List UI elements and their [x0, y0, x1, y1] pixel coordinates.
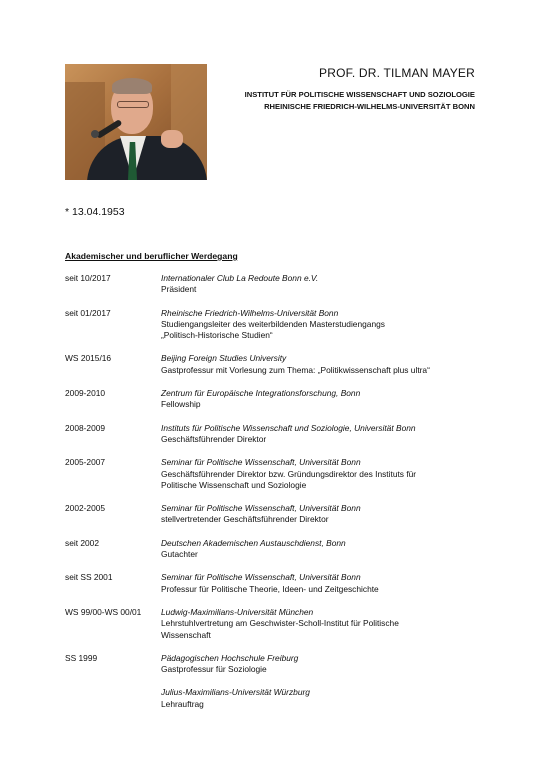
entry-line: Geschäftsführender Direktor bzw. Gründungsdirektor des Instituts für	[161, 468, 417, 479]
entry-date: WS 2015/16	[65, 353, 112, 364]
entry-line: Wissenschaft	[161, 629, 211, 640]
institute-line-1: INSTITUT FÜR POLITISCHE WISSENSCHAFT UND SOZIOLOGIE	[244, 90, 475, 99]
entry-line: Präsident	[161, 284, 197, 295]
entry-institution: Ludwig-Maximilians-Universität München	[161, 606, 314, 617]
entry-line: Professur für Politische Theorie, Ideen- und Zeitgeschichte	[161, 583, 379, 594]
institute-block	[200, 89, 475, 113]
entry-line: Gastprofessur für Soziologie	[161, 664, 267, 675]
entry-line: Geschäftsführender Direktor	[161, 433, 267, 444]
career-entry	[65, 353, 485, 376]
entry-date: 2005-2007	[65, 457, 106, 468]
entry-institution: Instituts für Politische Wissenschaft und Soziologie, Universität Bonn	[161, 422, 416, 433]
entry-institution: Zentrum für Europäische Integrationsforschung, Bonn	[161, 388, 361, 399]
career-entry	[65, 538, 485, 561]
career-entry	[65, 503, 485, 526]
career-entry	[65, 653, 485, 676]
birth-date: * 13.04.1953	[65, 206, 125, 218]
career-entry	[65, 423, 485, 446]
entry-institution: Beijing Foreign Studies University	[161, 353, 287, 364]
career-list	[65, 273, 485, 722]
career-entry	[65, 273, 485, 296]
entry-line: Lehrauftrag	[161, 698, 204, 709]
entry-date: SS 1999	[65, 652, 98, 663]
entry-institution: Rheinische Friedrich-Wilhelms-Universität Bonn	[161, 307, 339, 318]
entry-institution: Julius-Maximilians-Universität Würzburg	[161, 687, 310, 698]
entry-line: stellvertretender Geschäftsführender Direktor	[161, 514, 329, 525]
entry-date: WS 99/00-WS 00/01	[65, 606, 142, 617]
career-entry	[65, 572, 485, 595]
entry-line: Politische Wissenschaft und Soziologie	[161, 479, 307, 490]
entry-institution: Seminar für Politische Wissenschaft, Universität Bonn	[161, 572, 361, 583]
career-entry	[65, 687, 485, 710]
institute-line-2: RHEINISCHE FRIEDRICH-WILHELMS-UNIVERSITÄT BONN	[264, 102, 475, 111]
entry-line: „Politisch-Historische Studien“	[161, 330, 273, 341]
entry-institution: Pädagogischen Hochschule Freiburg	[161, 652, 299, 663]
entry-date: 2008-2009	[65, 422, 106, 433]
entry-date: seit 10/2017	[65, 273, 111, 283]
entry-institution: Seminar für Politische Wissenschaft, Universität Bonn	[161, 457, 361, 468]
entry-line: Studiengangsleiter des weiterbildenden Masterstudiengangs	[161, 318, 385, 329]
entry-date	[65, 687, 161, 710]
career-entry	[65, 607, 485, 641]
section-title: Akademischer und beruflicher Werdegang	[65, 251, 238, 261]
entry-line: Gutachter	[161, 549, 198, 560]
entry-date: seit 2002	[65, 537, 99, 548]
entry-line: Lehrstuhlvertretung am Geschwister-Scholl-Institut für Politische	[161, 618, 399, 629]
person-name: PROF. DR. TILMAN MAYER	[319, 66, 475, 80]
entry-institution: Internationaler Club La Redoute Bonn e.V.	[161, 273, 319, 283]
career-entry	[65, 308, 485, 342]
entry-institution: Deutschen Akademischen Austauschdienst, Bonn	[161, 537, 346, 548]
entry-line: Gastprofessur mit Vorlesung zum Thema: „Politikwissenschaft plus ultra“	[161, 364, 430, 375]
entry-institution: Seminar für Politische Wissenschaft, Universität Bonn	[161, 503, 361, 514]
career-entry	[65, 388, 485, 411]
entry-date: seit 01/2017	[65, 307, 111, 318]
entry-line: Fellowship	[161, 399, 201, 410]
entry-date: 2002-2005	[65, 503, 106, 514]
entry-date: seit SS 2001	[65, 572, 113, 583]
career-entry	[65, 457, 485, 491]
entry-date: 2009-2010	[65, 388, 106, 399]
portrait-photo	[65, 64, 207, 180]
